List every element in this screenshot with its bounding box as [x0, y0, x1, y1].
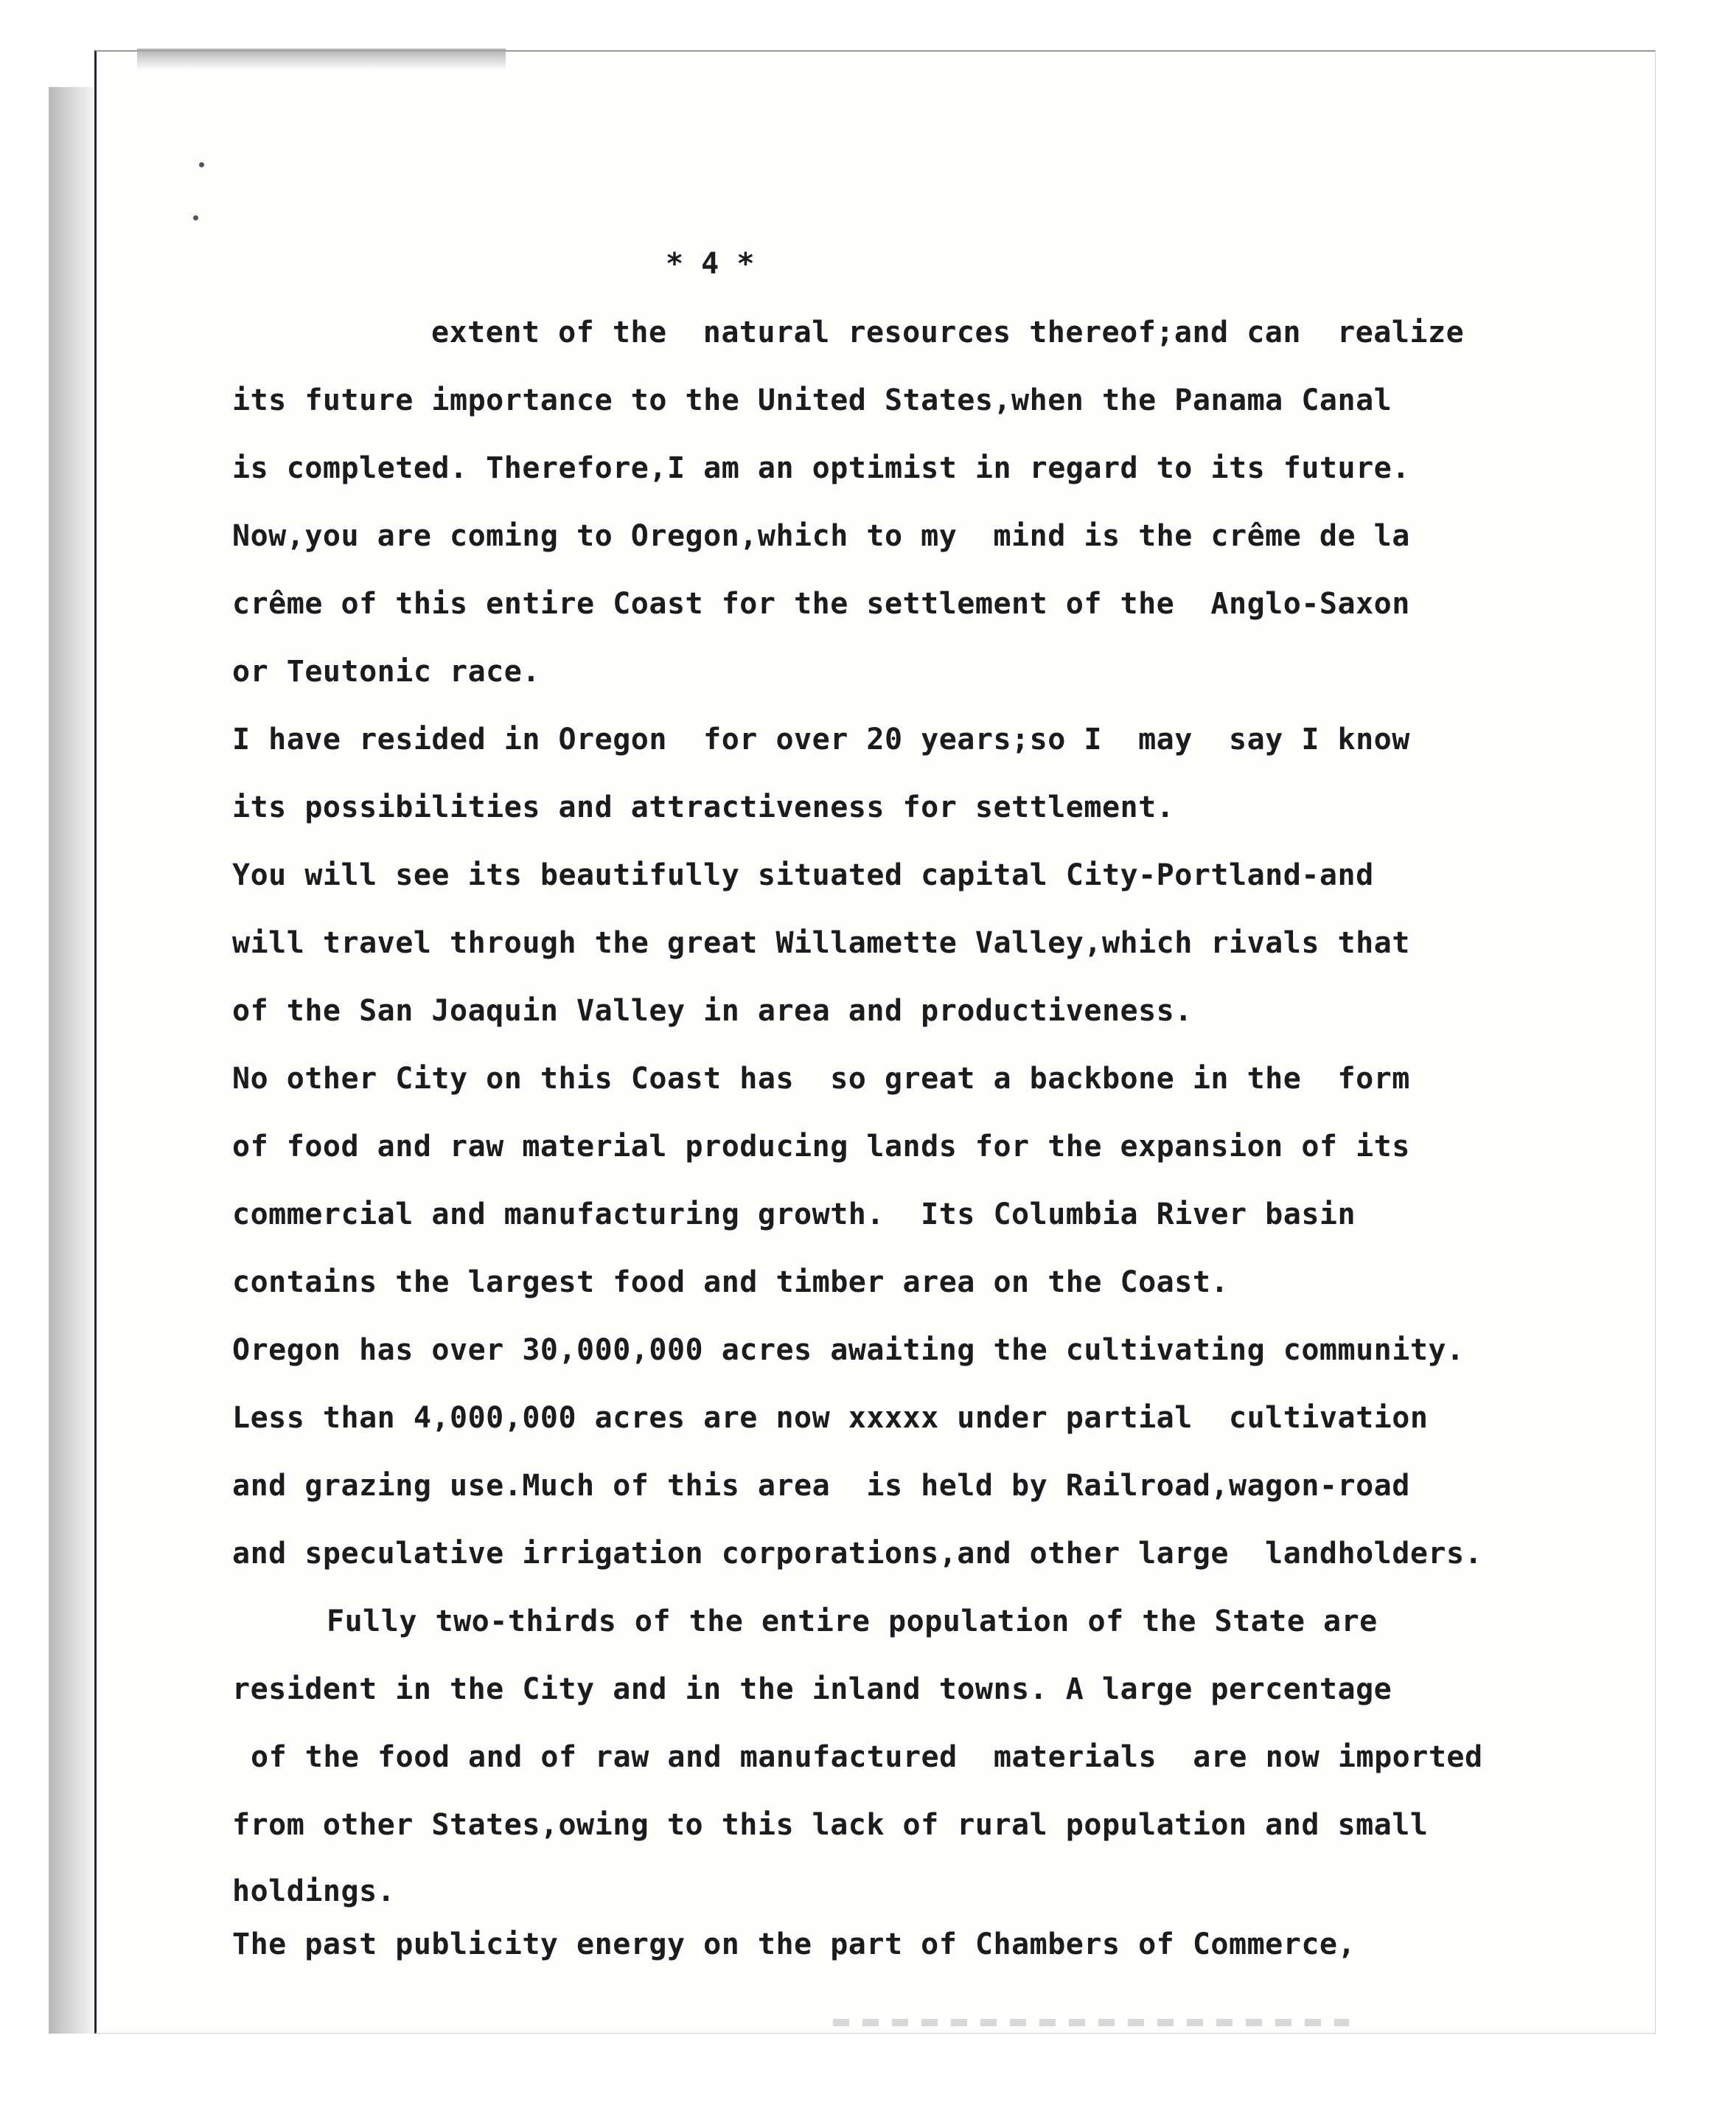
text-line: its future importance to the United States,when the Panama Canal	[232, 383, 1392, 417]
text-line: from other States,owing to this lack of rural population and small	[232, 1808, 1429, 1842]
text-line: commercial and manufacturing growth. Its Columbia River basin	[232, 1197, 1356, 1231]
text-line: crême of this entire Coast for the settlement of the Anglo-Saxon	[232, 587, 1410, 621]
text-line: extent of the natural resources thereof;and can realize	[431, 316, 1465, 350]
text-line: I have resided in Oregon for over 20 years;so I may say I know	[232, 723, 1410, 757]
text-line: No other City on this Coast has so great a backbone in the form	[232, 1062, 1410, 1096]
text-line: contains the largest food and timber area on the Coast.	[232, 1265, 1230, 1299]
text-line: The past publicity energy on the part of Chambers of Commerce,	[232, 1927, 1356, 1961]
text-line: Fully two-thirds of the entire population of the State are	[327, 1604, 1378, 1638]
text-line: You will see its beautifully situated capital City-Portland-and	[232, 858, 1374, 892]
page-number: * 4 *	[666, 247, 755, 281]
text-line: of the San Joaquin Valley in area and productiveness.	[232, 994, 1193, 1028]
dust-speck	[199, 162, 204, 167]
text-line: will travel through the great Willamette Valley,which rivals that	[232, 926, 1410, 960]
page-edge-shadow	[49, 87, 94, 2034]
text-line: its possibilities and attractiveness for settlement.	[232, 790, 1175, 824]
text-line: Oregon has over 30,000,000 acres awaiting the cultivating community.	[232, 1333, 1465, 1367]
text-line: Now,you are coming to Oregon,which to my mind is the crême de la	[232, 519, 1410, 553]
text-line: resident in the City and in the inland towns. A large percentage	[232, 1672, 1392, 1706]
faint-bleed-through	[833, 2019, 1349, 2026]
dust-speck	[193, 215, 198, 220]
text-line: Less than 4,000,000 acres are now xxxxx under partial cultivation	[232, 1401, 1429, 1435]
text-line: of the food and of raw and manufactured materials are now imported	[251, 1740, 1483, 1774]
text-line: of food and raw material producing lands for the expansion of its	[232, 1130, 1410, 1164]
page-top-shadow	[137, 49, 506, 69]
text-line: is completed. Therefore,I am an optimist in regard to its future.	[232, 451, 1410, 485]
text-line: and speculative irrigation corporations,and other large landholders.	[232, 1537, 1483, 1571]
text-line: holdings.	[232, 1874, 396, 1908]
text-line: or Teutonic race.	[232, 655, 540, 689]
text-line: and grazing use.Much of this area is held by Railroad,wagon-road	[232, 1469, 1410, 1503]
